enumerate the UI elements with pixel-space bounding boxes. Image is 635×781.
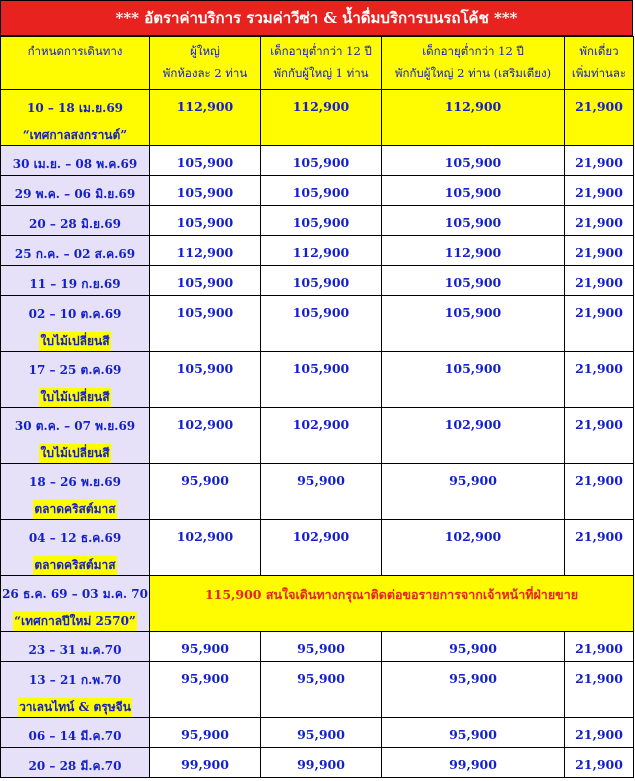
table-title: *** อัตราค่าบริการ รวมค่าวีซ่า & น้ำดื่มบริการบนรถโค้ช ***: [0, 0, 633, 36]
child-one-adult-price: 102,900: [261, 520, 382, 576]
travel-date: 25 ก.ค. – 02 ส.ค.69: [14, 247, 136, 261]
child-one-adult-price: 102,900: [261, 408, 382, 464]
single-supplement-price: 21,900: [565, 296, 634, 352]
single-supplement-price: 21,900: [565, 176, 634, 206]
promo-text: 115,900 สนใจเดินทางกรุณาติดต่อขอรายการจากเจ้าหน้าที่ฝ่ายขาย: [204, 587, 579, 602]
travel-date: 20 – 28 มิ.ย.69: [29, 217, 121, 231]
travel-date-cell: [1, 90, 150, 146]
travel-date: 11 – 19 ก.ย.69: [29, 277, 121, 291]
travel-date: 02 – 10 ต.ค.69: [28, 307, 122, 321]
travel-note: ตลาดคริสต์มาส: [33, 500, 116, 519]
single-supplement-price: 21,900: [565, 266, 634, 296]
child-two-adults-price: 95,900: [382, 632, 565, 662]
adult-price: 95,900: [150, 464, 261, 520]
travel-date-cell: [1, 576, 150, 632]
table-row: [1, 718, 634, 748]
child-two-adults-price: 105,900: [382, 296, 565, 352]
travel-date-cell: [1, 464, 150, 520]
travel-date-cell: [1, 146, 150, 176]
child-one-adult-price: 112,900: [261, 90, 382, 146]
travel-note: “เทศกาลสงกรานต์”: [22, 126, 128, 145]
single-supplement-price: 21,900: [565, 718, 634, 748]
child-two-adults-price: 105,900: [382, 206, 565, 236]
header-child-two-adults: เด็กอายุต่ำกว่า 12 ปี พักกับผู้ใหญ่ 2 ท่าน (เสริมเตียง): [382, 37, 565, 90]
adult-price: 95,900: [150, 632, 261, 662]
travel-date: 20 – 28 มี.ค.70: [28, 759, 122, 773]
travel-date: 10 – 18 เม.ย.69: [26, 101, 124, 115]
travel-date-cell: [1, 206, 150, 236]
travel-note: ใบไม้เปลี่ยนสี: [39, 388, 110, 407]
single-supplement-price: 21,900: [565, 632, 634, 662]
header-travel-dates: กำหนดการเดินทาง: [1, 37, 150, 90]
adult-price: 105,900: [150, 352, 261, 408]
child-two-adults-price: 95,900: [382, 718, 565, 748]
child-one-adult-price: 112,900: [261, 236, 382, 266]
adult-price: 105,900: [150, 206, 261, 236]
travel-date: 18 – 26 พ.ย.69: [29, 475, 121, 489]
travel-date-cell: [1, 296, 150, 352]
child-one-adult-price: 105,900: [261, 206, 382, 236]
child-two-adults-price: 112,900: [382, 90, 565, 146]
single-supplement-price: 21,900: [565, 662, 634, 718]
child-two-adults-price: 105,900: [382, 266, 565, 296]
travel-date-cell: [1, 176, 150, 206]
single-supplement-price: 21,900: [565, 352, 634, 408]
travel-date-cell: [1, 520, 150, 576]
adult-price: 102,900: [150, 520, 261, 576]
child-one-adult-price: 105,900: [261, 296, 382, 352]
table-row: [1, 266, 634, 296]
child-one-adult-price: 95,900: [261, 718, 382, 748]
single-supplement-price: 21,900: [565, 90, 634, 146]
child-two-adults-price: 105,900: [382, 352, 565, 408]
travel-note: ตลาดคริสต์มาส: [33, 556, 116, 575]
adult-price: 105,900: [150, 296, 261, 352]
adult-price: 95,900: [150, 662, 261, 718]
table-row: [1, 90, 634, 146]
travel-date-cell: [1, 266, 150, 296]
single-supplement-price: 21,900: [565, 206, 634, 236]
child-one-adult-price: 105,900: [261, 266, 382, 296]
travel-date: 04 – 12 ธ.ค.69: [28, 531, 122, 545]
child-one-adult-price: 105,900: [261, 176, 382, 206]
child-two-adults-price: 105,900: [382, 146, 565, 176]
header-adult: ผู้ใหญ่ พักห้องละ 2 ท่าน: [150, 37, 261, 90]
single-supplement-price: 21,900: [565, 520, 634, 576]
child-one-adult-price: 95,900: [261, 632, 382, 662]
child-two-adults-price: 95,900: [382, 662, 565, 718]
travel-date: 13 – 21 ก.พ.70: [28, 673, 122, 687]
table-row: [1, 520, 634, 576]
promo-cell: [150, 576, 634, 632]
single-supplement-price: 21,900: [565, 146, 634, 176]
travel-note: “เทศกาลปีใหม่ 2570”: [13, 612, 137, 631]
travel-date-cell: [1, 408, 150, 464]
table-row: [1, 632, 634, 662]
travel-date-cell: [1, 718, 150, 748]
child-two-adults-price: 112,900: [382, 236, 565, 266]
table-row: [1, 206, 634, 236]
table-row: [1, 146, 634, 176]
single-supplement-price: 21,900: [565, 748, 634, 778]
travel-date: 29 พ.ค. – 06 มิ.ย.69: [14, 187, 136, 201]
travel-date: 30 เม.ย. – 08 พ.ค.69: [12, 157, 138, 171]
header-single-supplement: พักเดี่ยว เพิ่มท่านละ: [565, 37, 634, 90]
travel-date: 26 ธ.ค. 69 – 03 ม.ค. 70: [2, 587, 148, 601]
table-row: [1, 236, 634, 266]
adult-price: 112,900: [150, 236, 261, 266]
child-two-adults-price: 102,900: [382, 408, 565, 464]
child-one-adult-price: 95,900: [261, 464, 382, 520]
travel-date-cell: [1, 662, 150, 718]
child-one-adult-price: 99,900: [261, 748, 382, 778]
travel-date-cell: [1, 748, 150, 778]
travel-date: 17 – 25 ต.ค.69: [28, 363, 122, 377]
travel-date: 30 ต.ค. – 07 พ.ย.69: [14, 419, 136, 433]
single-supplement-price: 21,900: [565, 408, 634, 464]
single-supplement-price: 21,900: [565, 236, 634, 266]
table-row: [1, 576, 634, 632]
adult-price: 105,900: [150, 176, 261, 206]
table-row: [1, 352, 634, 408]
header-child-one-adult: เด็กอายุต่ำกว่า 12 ปี พักกับผู้ใหญ่ 1 ท่าน: [261, 37, 382, 90]
table-row: [1, 296, 634, 352]
adult-price: 105,900: [150, 266, 261, 296]
travel-date: 06 – 14 มี.ค.70: [28, 729, 122, 743]
price-table: [0, 36, 634, 778]
adult-price: 102,900: [150, 408, 261, 464]
child-two-adults-price: 105,900: [382, 176, 565, 206]
table-row: [1, 176, 634, 206]
travel-date-cell: [1, 352, 150, 408]
child-two-adults-price: 99,900: [382, 748, 565, 778]
table-row: [1, 662, 634, 718]
adult-price: 99,900: [150, 748, 261, 778]
travel-date: 23 – 31 ม.ค.70: [28, 643, 122, 657]
child-one-adult-price: 105,900: [261, 352, 382, 408]
child-two-adults-price: 95,900: [382, 464, 565, 520]
header-row: [1, 37, 634, 90]
child-two-adults-price: 102,900: [382, 520, 565, 576]
travel-date-cell: [1, 236, 150, 266]
child-one-adult-price: 95,900: [261, 662, 382, 718]
travel-note: ใบไม้เปลี่ยนสี: [39, 332, 110, 351]
table-row: [1, 408, 634, 464]
travel-note: ใบไม้เปลี่ยนสี: [39, 444, 110, 463]
travel-date-cell: [1, 632, 150, 662]
single-supplement-price: 21,900: [565, 464, 634, 520]
travel-note: วาเลนไทน์ & ตรุษจีน: [18, 698, 132, 717]
adult-price: 105,900: [150, 146, 261, 176]
child-one-adult-price: 105,900: [261, 146, 382, 176]
table-row: [1, 464, 634, 520]
table-row: [1, 748, 634, 778]
adult-price: 112,900: [150, 90, 261, 146]
adult-price: 95,900: [150, 718, 261, 748]
